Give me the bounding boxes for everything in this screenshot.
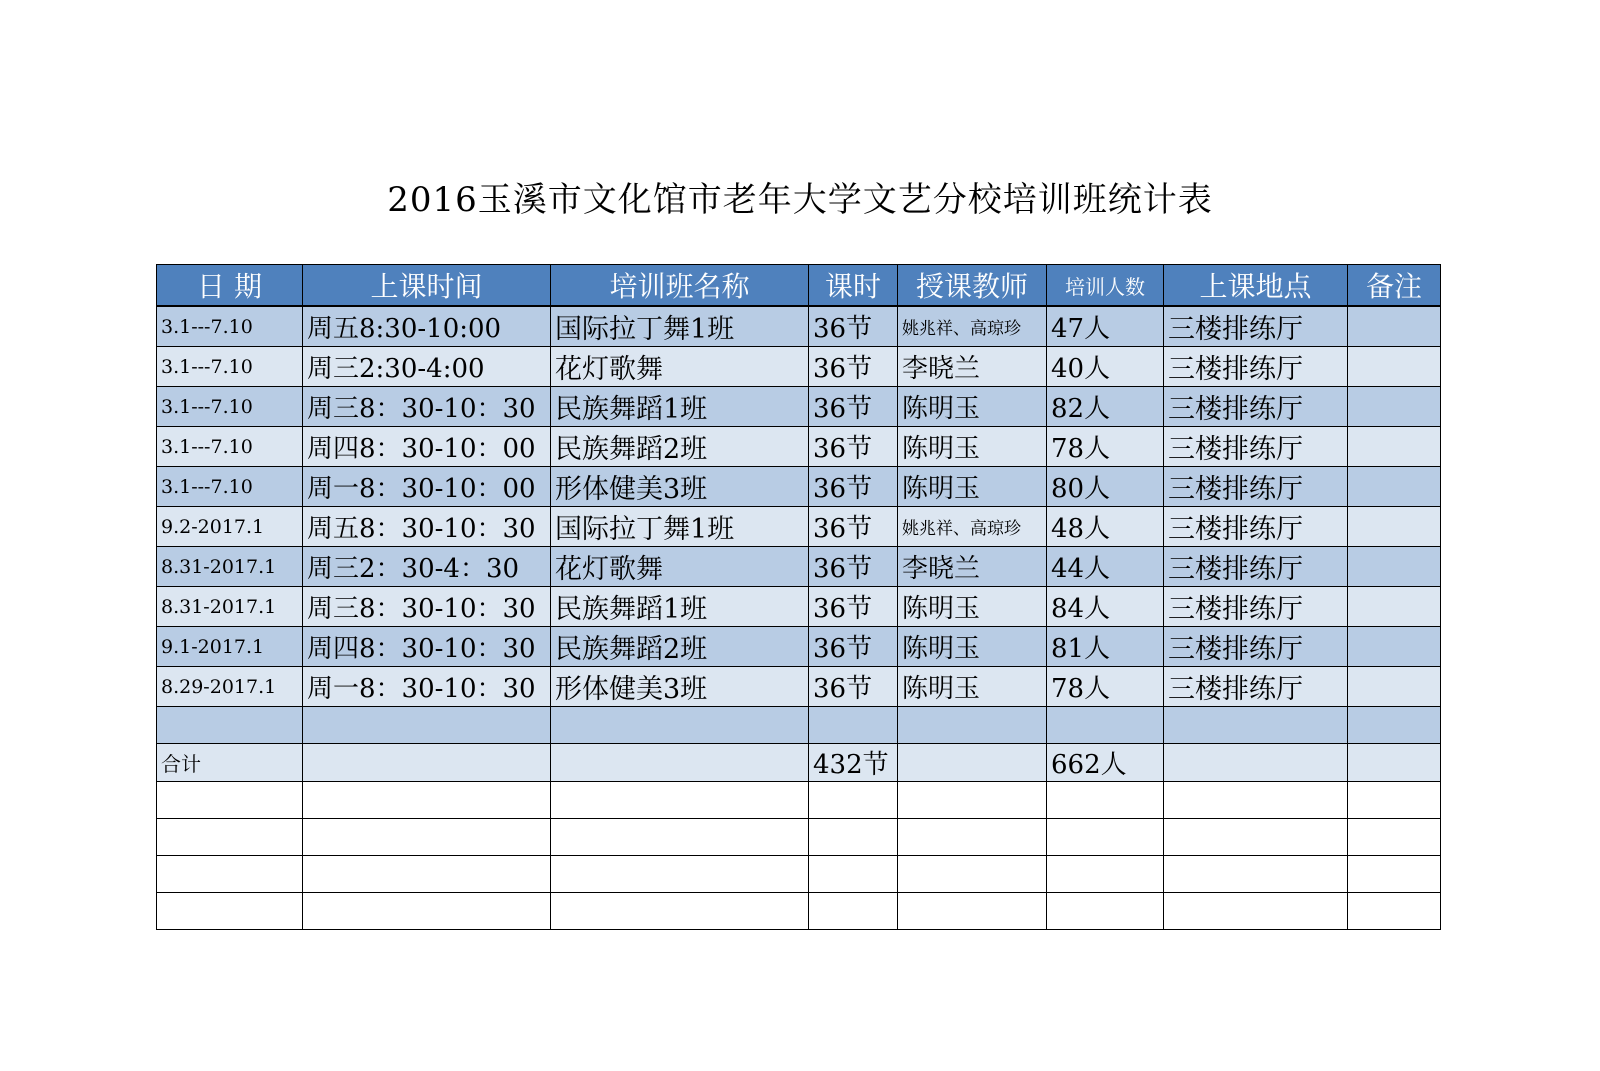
total-count: 662人 xyxy=(1047,744,1164,782)
table-row xyxy=(157,547,1441,587)
cell-time: 周四8：30-10：30 xyxy=(303,627,551,667)
empty-cell xyxy=(303,893,551,930)
empty-cell xyxy=(898,819,1047,856)
cell-date: 3.1---7.10 xyxy=(157,347,303,387)
empty-cell xyxy=(1164,782,1348,819)
empty-cell xyxy=(1164,893,1348,930)
cell-hours: 36节 xyxy=(809,507,898,547)
cell-time: 周三8：30-10：30 xyxy=(303,387,551,427)
cell-teacher: 陈明玉 xyxy=(898,627,1047,667)
table-row xyxy=(157,667,1441,707)
cell-date: 3.1---7.10 xyxy=(157,467,303,507)
empty-row xyxy=(157,819,1441,856)
cell-hours: 36节 xyxy=(809,667,898,707)
cell-count: 78人 xyxy=(1047,427,1164,467)
cell-hours: 36节 xyxy=(809,387,898,427)
cell-teacher: 陈明玉 xyxy=(898,587,1047,627)
cell-place: 三楼排练厅 xyxy=(1164,427,1348,467)
empty-cell xyxy=(809,856,898,893)
empty-cell xyxy=(551,856,809,893)
total-row xyxy=(157,744,1441,782)
cell-course: 民族舞蹈1班 xyxy=(551,387,809,427)
cell-date: 9.2-2017.1 xyxy=(157,507,303,547)
cell-date: 3.1---7.10 xyxy=(157,306,303,347)
column-header-time: 上课时间 xyxy=(303,265,551,307)
empty-cell xyxy=(303,819,551,856)
cell-time: 周五8：30-10：30 xyxy=(303,507,551,547)
cell-note xyxy=(1348,667,1441,707)
cell-time: 周一8：30-10：30 xyxy=(303,667,551,707)
cell-date: 8.29-2017.1 xyxy=(157,667,303,707)
column-header-course: 培训班名称 xyxy=(551,265,809,307)
cell-course: 民族舞蹈1班 xyxy=(551,587,809,627)
cell-course: 民族舞蹈2班 xyxy=(551,627,809,667)
cell-date: 8.31-2017.1 xyxy=(157,547,303,587)
cell-note xyxy=(1348,707,1441,744)
column-header-count: 培训人数 xyxy=(1047,265,1164,307)
empty-cell xyxy=(303,856,551,893)
cell-place: 三楼排练厅 xyxy=(1164,467,1348,507)
cell-course xyxy=(551,744,809,782)
column-header-teacher: 授课教师 xyxy=(898,265,1047,307)
empty-cell xyxy=(1348,893,1441,930)
cell-time: 周三2:30-4:00 xyxy=(303,347,551,387)
cell-note xyxy=(1348,744,1441,782)
cell-place: 三楼排练厅 xyxy=(1164,387,1348,427)
cell-place: 三楼排练厅 xyxy=(1164,306,1348,347)
cell-hours: 36节 xyxy=(809,467,898,507)
empty-cell xyxy=(898,856,1047,893)
cell-teacher: 陈明玉 xyxy=(898,667,1047,707)
cell-place: 三楼排练厅 xyxy=(1164,547,1348,587)
table-row xyxy=(157,387,1441,427)
cell-course: 花灯歌舞 xyxy=(551,347,809,387)
empty-cell xyxy=(157,856,303,893)
empty-cell xyxy=(898,893,1047,930)
cell-count: 78人 xyxy=(1047,667,1164,707)
cell-count: 48人 xyxy=(1047,507,1164,547)
cell-teacher: 陈明玉 xyxy=(898,387,1047,427)
cell-hours: 36节 xyxy=(809,427,898,467)
empty-row xyxy=(157,856,1441,893)
empty-cell xyxy=(809,893,898,930)
training-class-table xyxy=(156,264,1441,930)
cell-course: 花灯歌舞 xyxy=(551,547,809,587)
cell-hours: 36节 xyxy=(809,547,898,587)
cell-date: 3.1---7.10 xyxy=(157,427,303,467)
empty-cell xyxy=(1047,782,1164,819)
empty-cell xyxy=(1348,819,1441,856)
table-row xyxy=(157,467,1441,507)
cell-count: 82人 xyxy=(1047,387,1164,427)
column-header-hours: 课时 xyxy=(809,265,898,307)
cell-place xyxy=(1164,744,1348,782)
cell-place: 三楼排练厅 xyxy=(1164,627,1348,667)
cell-note xyxy=(1348,627,1441,667)
cell-note xyxy=(1348,587,1441,627)
empty-cell xyxy=(157,893,303,930)
cell-date: 3.1---7.10 xyxy=(157,387,303,427)
cell-note xyxy=(1348,347,1441,387)
total-hours: 432节 xyxy=(809,744,898,782)
cell-teacher: 李晓兰 xyxy=(898,347,1047,387)
cell-time: 周三8：30-10：30 xyxy=(303,587,551,627)
empty-row xyxy=(157,893,1441,930)
cell-course: 国际拉丁舞1班 xyxy=(551,507,809,547)
table-row xyxy=(157,627,1441,667)
cell-count: 81人 xyxy=(1047,627,1164,667)
page-title: 2016玉溪市文化馆市老年大学文艺分校培训班统计表 xyxy=(387,180,1213,220)
empty-cell xyxy=(1047,819,1164,856)
cell-course xyxy=(551,707,809,744)
empty-cell xyxy=(898,782,1047,819)
empty-cell xyxy=(551,819,809,856)
table-row xyxy=(157,427,1441,467)
column-header-note: 备注 xyxy=(1348,265,1441,307)
cell-teacher xyxy=(898,744,1047,782)
empty-cell xyxy=(1348,782,1441,819)
header-row xyxy=(157,265,1441,307)
cell-teacher: 姚兆祥、高琼珍 xyxy=(898,507,1047,547)
cell-place: 三楼排练厅 xyxy=(1164,587,1348,627)
cell-hours: 36节 xyxy=(809,627,898,667)
cell-count: 47人 xyxy=(1047,306,1164,347)
empty-row xyxy=(157,782,1441,819)
cell-place: 三楼排练厅 xyxy=(1164,347,1348,387)
empty-cell xyxy=(303,782,551,819)
cell-count: 44人 xyxy=(1047,547,1164,587)
empty-cell xyxy=(1047,893,1164,930)
cell-teacher: 姚兆祥、高琼珍 xyxy=(898,306,1047,347)
total-label: 合计 xyxy=(157,744,303,782)
cell-note xyxy=(1348,387,1441,427)
cell-time: 周五8:30-10:00 xyxy=(303,306,551,347)
column-header-date: 日 期 xyxy=(157,265,303,307)
cell-count: 84人 xyxy=(1047,587,1164,627)
empty-cell xyxy=(551,782,809,819)
cell-time: 周一8：30-10：00 xyxy=(303,467,551,507)
empty-cell xyxy=(157,782,303,819)
cell-hours: 36节 xyxy=(809,306,898,347)
cell-hours: 36节 xyxy=(809,347,898,387)
table-row xyxy=(157,306,1441,347)
empty-cell xyxy=(809,782,898,819)
cell-place: 三楼排练厅 xyxy=(1164,667,1348,707)
cell-count: 40人 xyxy=(1047,347,1164,387)
cell-teacher xyxy=(898,707,1047,744)
cell-note xyxy=(1348,547,1441,587)
cell-place xyxy=(1164,707,1348,744)
cell-note xyxy=(1348,467,1441,507)
cell-note xyxy=(1348,427,1441,467)
cell-note xyxy=(1348,507,1441,547)
cell-time xyxy=(303,744,551,782)
cell-count: 80人 xyxy=(1047,467,1164,507)
cell-date xyxy=(157,707,303,744)
empty-cell xyxy=(1348,856,1441,893)
table-row xyxy=(157,347,1441,387)
cell-course: 形体健美3班 xyxy=(551,467,809,507)
cell-course: 形体健美3班 xyxy=(551,667,809,707)
cell-place: 三楼排练厅 xyxy=(1164,507,1348,547)
cell-note xyxy=(1348,306,1441,347)
column-header-place: 上课地点 xyxy=(1164,265,1348,307)
cell-teacher: 李晓兰 xyxy=(898,547,1047,587)
empty-cell xyxy=(809,819,898,856)
cell-time: 周四8：30-10：00 xyxy=(303,427,551,467)
empty-cell xyxy=(157,819,303,856)
empty-cell xyxy=(1164,856,1348,893)
cell-hours xyxy=(809,707,898,744)
cell-teacher: 陈明玉 xyxy=(898,467,1047,507)
empty-cell xyxy=(1164,819,1348,856)
cell-count xyxy=(1047,707,1164,744)
cell-date: 9.1-2017.1 xyxy=(157,627,303,667)
cell-teacher: 陈明玉 xyxy=(898,427,1047,467)
table-row xyxy=(157,707,1441,744)
cell-hours: 36节 xyxy=(809,587,898,627)
table-row xyxy=(157,587,1441,627)
table-row xyxy=(157,507,1441,547)
empty-cell xyxy=(1047,856,1164,893)
cell-course: 国际拉丁舞1班 xyxy=(551,306,809,347)
empty-cell xyxy=(551,893,809,930)
cell-time xyxy=(303,707,551,744)
cell-date: 8.31-2017.1 xyxy=(157,587,303,627)
cell-time: 周三2：30-4：30 xyxy=(303,547,551,587)
cell-course: 民族舞蹈2班 xyxy=(551,427,809,467)
